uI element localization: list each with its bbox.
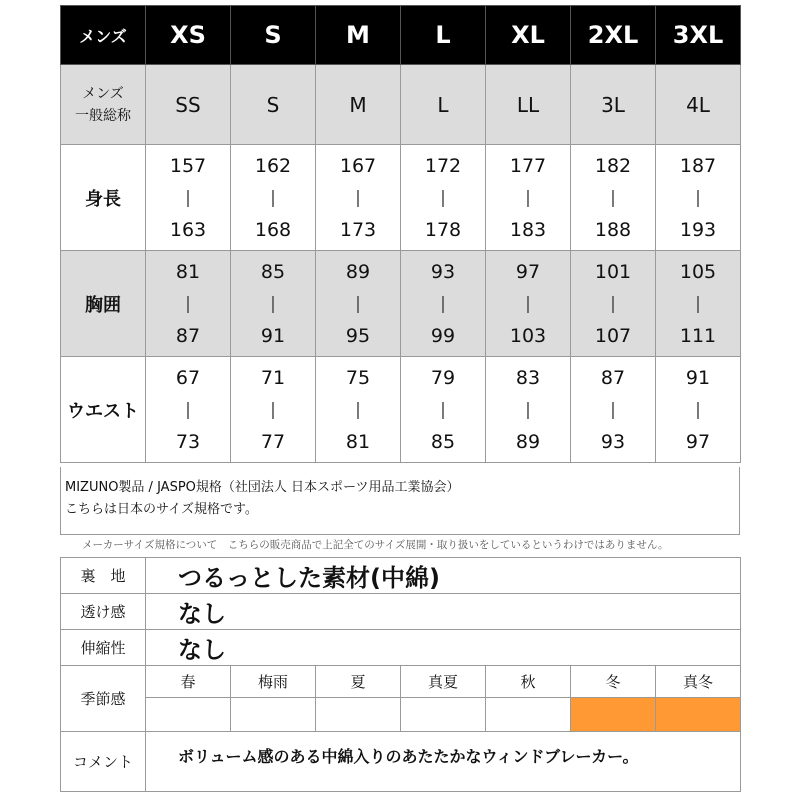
height-range-cell bbox=[316, 145, 401, 251]
range-separator: | bbox=[270, 399, 276, 420]
chest-range-cell bbox=[656, 251, 741, 357]
range-separator: | bbox=[525, 293, 531, 314]
waist-max: 81 bbox=[345, 430, 371, 453]
sheer-row bbox=[61, 594, 741, 630]
waist-max: 97 bbox=[685, 430, 711, 453]
waist-range-cell bbox=[231, 357, 316, 463]
chest-min: 85 bbox=[260, 260, 286, 283]
waist-range-cell bbox=[656, 357, 741, 463]
height-max: 193 bbox=[679, 218, 717, 241]
season-indicator bbox=[231, 698, 316, 732]
chest-max: 107 bbox=[594, 324, 632, 347]
height-range-cell bbox=[146, 145, 231, 251]
general-size-label-line2: 一般総称 bbox=[75, 107, 131, 124]
height-range-cell bbox=[656, 145, 741, 251]
note-line-2: こちらは日本のサイズ規格です。 bbox=[65, 502, 258, 517]
range-separator: | bbox=[355, 293, 361, 314]
waist-max: 93 bbox=[600, 430, 626, 453]
season-indicator bbox=[656, 698, 741, 732]
waist-row bbox=[61, 357, 741, 463]
height-range-cell bbox=[571, 145, 656, 251]
chest-min: 101 bbox=[594, 260, 632, 283]
season-indicator bbox=[486, 698, 571, 732]
season-label: 季節感 bbox=[61, 666, 146, 732]
range-separator: | bbox=[695, 187, 701, 208]
height-row bbox=[61, 145, 741, 251]
general-size-value: 3L bbox=[571, 65, 656, 145]
range-separator: | bbox=[610, 293, 616, 314]
season-indicator bbox=[146, 698, 231, 732]
comment-row bbox=[61, 732, 741, 792]
range-separator: | bbox=[695, 293, 701, 314]
general-size-value: M bbox=[316, 65, 401, 145]
comment-label: コメント bbox=[61, 732, 146, 792]
range-separator: | bbox=[355, 399, 361, 420]
waist-min: 87 bbox=[600, 366, 626, 389]
waist-min: 83 bbox=[515, 366, 541, 389]
range-separator: | bbox=[185, 399, 191, 420]
height-range-cell bbox=[401, 145, 486, 251]
chest-max: 99 bbox=[430, 324, 456, 347]
chest-row bbox=[61, 251, 741, 357]
height-min: 182 bbox=[594, 154, 632, 177]
range-separator: | bbox=[440, 399, 446, 420]
season-summer: 夏 bbox=[316, 666, 401, 698]
chest-min: 89 bbox=[345, 260, 371, 283]
height-min: 157 bbox=[169, 154, 207, 177]
general-size-label-line1: メンズ bbox=[82, 85, 124, 102]
height-max: 183 bbox=[509, 218, 547, 241]
general-size-row bbox=[61, 65, 741, 145]
chest-min: 97 bbox=[515, 260, 541, 283]
waist-min: 67 bbox=[175, 366, 201, 389]
range-separator: | bbox=[185, 187, 191, 208]
sheer-label: 透け感 bbox=[61, 594, 146, 630]
waist-max: 73 bbox=[175, 430, 201, 453]
stretch-row bbox=[61, 630, 741, 666]
range-separator: | bbox=[270, 187, 276, 208]
general-size-value: LL bbox=[486, 65, 571, 145]
waist-max: 77 bbox=[260, 430, 286, 453]
season-names-row bbox=[61, 666, 741, 698]
range-separator: | bbox=[610, 187, 616, 208]
season-winter: 冬 bbox=[571, 666, 656, 698]
range-separator: | bbox=[440, 187, 446, 208]
chest-range-cell bbox=[231, 251, 316, 357]
chest-min: 81 bbox=[175, 260, 201, 283]
size-s: S bbox=[231, 6, 316, 65]
waist-min: 79 bbox=[430, 366, 456, 389]
range-separator: | bbox=[355, 187, 361, 208]
size-table bbox=[60, 5, 741, 463]
size-2xl: 2XL bbox=[571, 6, 656, 65]
waist-range-cell bbox=[401, 357, 486, 463]
season-indicator bbox=[571, 698, 656, 732]
waist-max: 89 bbox=[515, 430, 541, 453]
season-indicator bbox=[316, 698, 401, 732]
general-size-value: SS bbox=[146, 65, 231, 145]
stretch-label: 伸縮性 bbox=[61, 630, 146, 666]
range-separator: | bbox=[185, 293, 191, 314]
chest-min: 93 bbox=[430, 260, 456, 283]
chest-range-cell bbox=[401, 251, 486, 357]
stretch-value: なし bbox=[146, 630, 741, 666]
waist-min: 91 bbox=[685, 366, 711, 389]
size-xl: XL bbox=[486, 6, 571, 65]
waist-label: ウエスト bbox=[61, 357, 146, 463]
waist-max: 85 bbox=[430, 430, 456, 453]
size-xs: XS bbox=[146, 6, 231, 65]
chest-max: 111 bbox=[679, 324, 717, 347]
general-size-value: L bbox=[401, 65, 486, 145]
season-midwinter: 真冬 bbox=[656, 666, 741, 698]
height-max: 188 bbox=[594, 218, 632, 241]
size-3xl: 3XL bbox=[656, 6, 741, 65]
chest-max: 103 bbox=[509, 324, 547, 347]
sheer-value: なし bbox=[146, 594, 741, 630]
chest-max: 95 bbox=[345, 324, 371, 347]
waist-range-cell bbox=[571, 357, 656, 463]
size-m: M bbox=[316, 6, 401, 65]
note-line-1: MIZUNO製品 / JASPO規格（社団法人 日本スポーツ用品工業協会） bbox=[65, 480, 460, 495]
height-min: 162 bbox=[254, 154, 292, 177]
lining-value: つるっとした素材(中綿) bbox=[146, 558, 741, 594]
height-min: 167 bbox=[339, 154, 377, 177]
height-min: 187 bbox=[679, 154, 717, 177]
waist-range-cell bbox=[316, 357, 401, 463]
waist-range-cell bbox=[486, 357, 571, 463]
range-separator: | bbox=[440, 293, 446, 314]
height-min: 177 bbox=[509, 154, 547, 177]
range-separator: | bbox=[525, 399, 531, 420]
season-spring: 春 bbox=[146, 666, 231, 698]
general-size-value: S bbox=[231, 65, 316, 145]
comment-value: ボリューム感のある中綿入りのあたたかなウィンドブレーカー。 bbox=[146, 732, 741, 792]
chest-label: 胸囲 bbox=[61, 251, 146, 357]
season-indicator-row bbox=[61, 698, 741, 732]
chest-max: 91 bbox=[260, 324, 286, 347]
waist-min: 75 bbox=[345, 366, 371, 389]
height-max: 168 bbox=[254, 218, 292, 241]
height-max: 173 bbox=[339, 218, 377, 241]
size-header-row bbox=[61, 6, 741, 65]
lining-row bbox=[61, 558, 741, 594]
chest-range-cell bbox=[571, 251, 656, 357]
disclaimer-text: メーカーサイズ規格について こちらの販売商品で上記全てのサイズ展開・取り扱いをしているというわけではありません。 bbox=[82, 539, 669, 551]
chest-range-cell bbox=[146, 251, 231, 357]
height-range-cell bbox=[486, 145, 571, 251]
chest-max: 87 bbox=[175, 324, 201, 347]
season-rainy: 梅雨 bbox=[231, 666, 316, 698]
range-separator: | bbox=[695, 399, 701, 420]
season-midsummer: 真夏 bbox=[401, 666, 486, 698]
material-table bbox=[60, 557, 741, 792]
season-autumn: 秋 bbox=[486, 666, 571, 698]
height-label: 身長 bbox=[61, 145, 146, 251]
chest-range-cell bbox=[316, 251, 401, 357]
range-separator: | bbox=[525, 187, 531, 208]
height-max: 163 bbox=[169, 218, 207, 241]
range-separator: | bbox=[610, 399, 616, 420]
season-indicator bbox=[401, 698, 486, 732]
size-l: L bbox=[401, 6, 486, 65]
height-min: 172 bbox=[424, 154, 462, 177]
lining-label: 裏 地 bbox=[61, 558, 146, 594]
mens-header-label: メンズ bbox=[61, 6, 146, 65]
height-max: 178 bbox=[424, 218, 462, 241]
general-size-value: 4L bbox=[656, 65, 741, 145]
range-separator: | bbox=[270, 293, 276, 314]
general-size-label bbox=[61, 65, 146, 145]
waist-min: 71 bbox=[260, 366, 286, 389]
size-standard-note bbox=[60, 467, 740, 535]
chest-min: 105 bbox=[679, 260, 717, 283]
waist-range-cell bbox=[146, 357, 231, 463]
chest-range-cell bbox=[486, 251, 571, 357]
height-range-cell bbox=[231, 145, 316, 251]
